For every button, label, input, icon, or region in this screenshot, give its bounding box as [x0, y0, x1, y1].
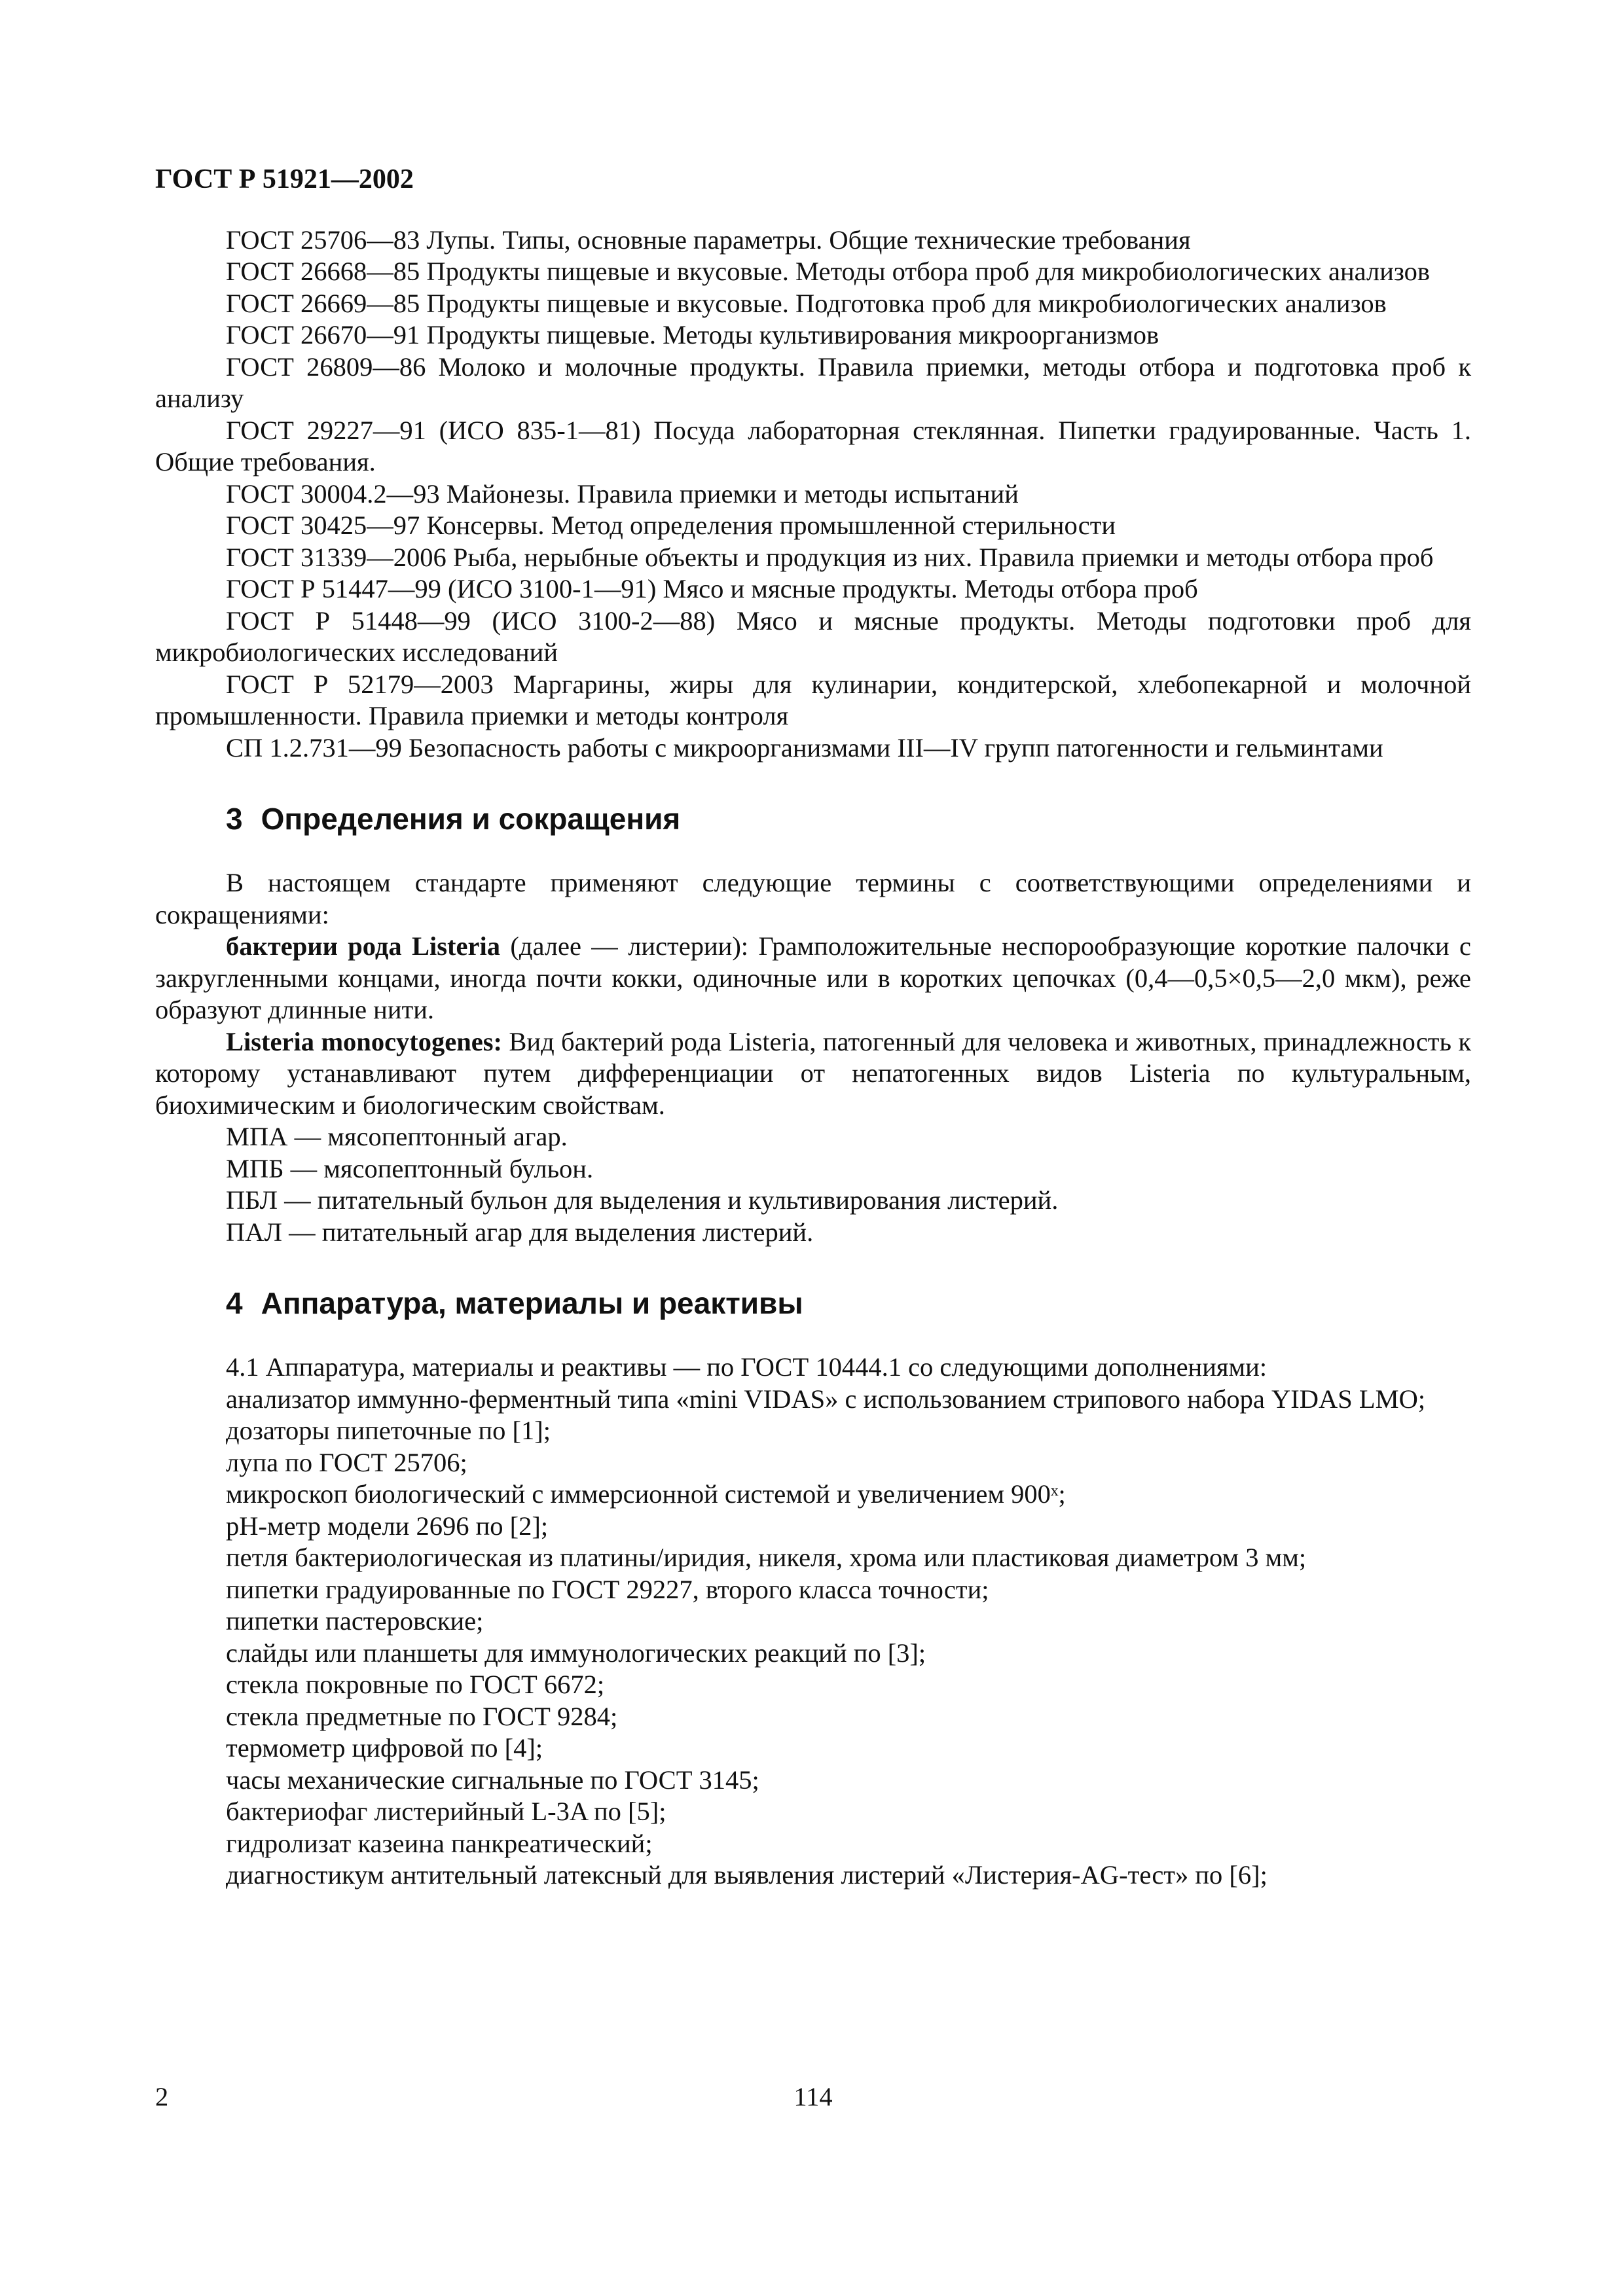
section-4-title: Аппаратура, материалы и реактивы: [261, 1286, 803, 1320]
reference-item: ГОСТ 30004.2—93 Майонезы. Правила приемки и методы испытаний: [226, 478, 1019, 509]
section-3-number: 3: [226, 802, 243, 836]
equipment-item: диагностикум антительный латексный для выявления листерий «Листерия-AG-тест» по [6];: [226, 1860, 1267, 1890]
reference-item: ГОСТ 26668—85 Продукты пищевые и вкусовые. Методы отбора проб для микробиологических анализов: [226, 257, 1431, 286]
definition-text: Вид бактерий рода Listeria, патогенный для человека и животных, принадлежность к которому устанавливают путем дифференциации от непатогенных видов Listeria по культуральным, биохимическим и биологическим свойствам.: [155, 1026, 1472, 1120]
equipment-item: рН-метр модели 2696 по [2];: [226, 1511, 549, 1541]
section-4-intro: 4.1 Аппаратура, материалы и реактивы — по ГОСТ 10444.1 со следующими дополнениями:: [226, 1352, 1267, 1382]
definition-listeria: [155, 931, 1471, 1026]
section-4-heading: [226, 1285, 1471, 1321]
equipment-item: лупа по ГОСТ 25706;: [226, 1447, 467, 1477]
equipment-item: стекла предметные по ГОСТ 9284;: [226, 1701, 618, 1731]
section-3-title: Определения и сокращения: [261, 802, 681, 836]
equipment-item: гидролизат казеина панкреатический;: [226, 1828, 653, 1858]
equipment-item: часы механические сигнальные по ГОСТ 3145;: [226, 1765, 759, 1795]
equipment-item: бактериофаг листерийный L-3A по [5];: [226, 1797, 666, 1826]
reference-item: ГОСТ 26669—85 Продукты пищевые и вкусовые. Подготовка проб для микробиологических анализов: [226, 288, 1387, 318]
definition-term: Listeria monocytogenes:: [226, 1026, 503, 1056]
reference-item: СП 1.2.731—99 Безопасность работы с микроорганизмами III—IV групп патогенности и гельминтами: [226, 732, 1383, 762]
document-page: [155, 164, 1471, 1892]
reference-item: ГОСТ 29227—91 (ИСО 835-1—81) Посуда лабораторная стеклянная. Пипетки градуированные. Часть 1. Общие требования.: [155, 415, 1471, 476]
reference-item: ГОСТ 25706—83 Лупы. Типы, основные параметры. Общие технические требования: [226, 224, 1191, 255]
reference-item: ГОСТ 26670—91 Продукты пищевые. Методы культивирования микроорганизмов: [226, 320, 1159, 350]
section-3-heading: [226, 800, 1471, 837]
abbreviation-item: ПБЛ — питательный бульон для выделения и культивирования листерий.: [226, 1185, 1059, 1215]
sheet-number: 114: [793, 2082, 833, 2111]
abbreviation-item: МПА — мясопептонный агар.: [226, 1122, 568, 1151]
reference-item: ГОСТ Р 51448—99 (ИСО 3100-2—88) Мясо и мясные продукты. Методы подготовки проб для микробиологических исследований: [155, 605, 1471, 667]
reference-item: ГОСТ 30425—97 Консервы. Метод определения промышленной стерильности: [226, 511, 1116, 540]
equipment-item: петля бактериологическая из платины/иридия, никеля, хрома или пластиковая диаметром 3 мм;: [226, 1543, 1307, 1572]
equipment-item: стекла покровные по ГОСТ 6672;: [226, 1670, 605, 1699]
section-3-intro: В настоящем стандарте применяют следующие термины с соответствующими определениями и сокращениями:: [155, 868, 1471, 929]
equipment-item: слайды или планшеты для иммунологических реакций по [3];: [226, 1638, 926, 1668]
equipment-item: микроскоп биологический с иммерсионной системой и увеличением 900ˣ;: [226, 1479, 1066, 1509]
page-footer: [155, 2081, 1471, 2114]
equipment-item: термометр цифровой по [4];: [226, 1733, 543, 1763]
reference-item: ГОСТ 26809—86 Молоко и молочные продукты. Правила приемки, методы отбора и подготовка проб к анализу: [155, 351, 1471, 413]
definition-term: бактерии рода Listeria: [226, 931, 500, 961]
section-4-number: 4: [226, 1286, 243, 1320]
abbreviation-item: МПБ — мясопептонный бульон.: [226, 1153, 594, 1183]
reference-item: ГОСТ Р 52179—2003 Маргарины, жиры для кулинарии, кондитерской, хлебопекарной и молочной промышленности. Правила приемки и методы контроля: [155, 669, 1471, 730]
reference-item: ГОСТ Р 51447—99 (ИСО 3100-1—91) Мясо и мясные продукты. Методы отбора проб: [226, 574, 1198, 603]
definition-monocytogenes: [155, 1026, 1471, 1122]
equipment-item: пипетки пастеровские;: [226, 1606, 484, 1636]
equipment-item: пипетки градуированные по ГОСТ 29227, второго класса точности;: [226, 1574, 989, 1604]
definition-text: (далее — листерии): Грамположительные неспорообразующие короткие палочки с закругленными концами, иногда почти кокки, одиночные или в коротких цепочках (0,4—0,5×0,5—2,0 мкм), реже образуют длинные нити.: [155, 931, 1471, 1024]
page-number: 2: [155, 2082, 169, 2111]
reference-item: ГОСТ 31339—2006 Рыба, нерыбные объекты и продукция из них. Правила приемки и методы отбора проб: [226, 542, 1434, 572]
equipment-item: дозаторы пипеточные по [1];: [226, 1416, 551, 1445]
references-list: [155, 224, 1471, 764]
document-header: ГОСТ Р 51921—2002: [155, 164, 414, 194]
equipment-item: анализатор иммунно-ферментный типа «mini VIDAS» с использованием стрипового набора YIDAS LMO;: [226, 1384, 1426, 1414]
abbreviation-item: ПАЛ — питательный агар для выделения листерий.: [226, 1217, 814, 1247]
